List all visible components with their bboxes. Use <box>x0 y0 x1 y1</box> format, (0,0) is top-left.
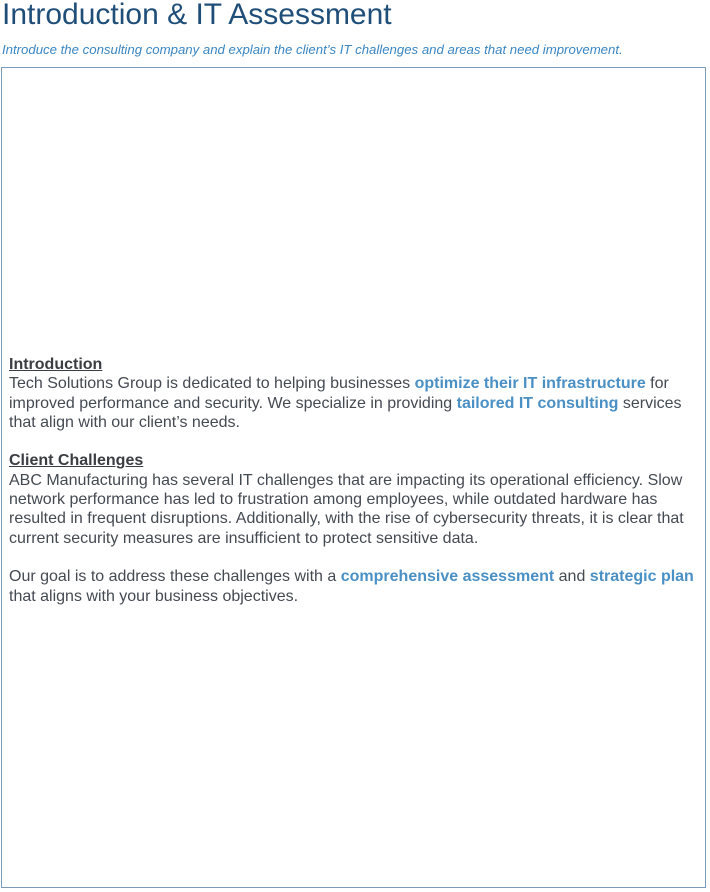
goal-paragraph <box>9 567 701 606</box>
body-text <box>9 355 701 606</box>
goal-highlight-2: strategic plan <box>589 568 694 586</box>
client-challenges-paragraph: ABC Manufacturing has several IT challenges that are impacting its operational efficiency. Slow network performance has led to frustration among employees, while outdated hardware has resulted in frequent disruptions. Additionally, with the rise of cybersecurity threats, it is clear that current security measures are insufficient to protect sensitive data. <box>9 471 684 547</box>
paragraph-spacer <box>9 432 701 451</box>
introduction-text-3: services that align with our client’s needs. <box>9 394 682 431</box>
introduction-text-2: for improved performance and security. We specialize in providing <box>9 375 669 412</box>
goal-highlight-1: comprehensive assessment <box>340 568 555 586</box>
page-subtitle: Introduce the consulting company and explain the client’s IT challenges and areas that need improvement. <box>2 42 623 57</box>
goal-text-2: and <box>554 568 590 586</box>
page-title: Introduction & IT Assessment <box>2 0 392 31</box>
introduction-heading: Introduction <box>9 356 103 373</box>
paragraph-spacer <box>9 548 701 567</box>
introduction-highlight-2: tailored IT consulting <box>456 394 619 412</box>
introduction-highlight-1: optimize their IT infrastructure <box>414 375 646 393</box>
goal-text-1: Our goal is to address these challenges with a <box>9 568 341 586</box>
client-challenges-heading: Client Challenges <box>9 452 144 470</box>
introduction-text-1: Tech Solutions Group is dedicated to helping businesses <box>9 375 415 393</box>
introduction-paragraph <box>9 374 701 432</box>
goal-text-3: that aligns with your business objectives. <box>9 587 299 605</box>
